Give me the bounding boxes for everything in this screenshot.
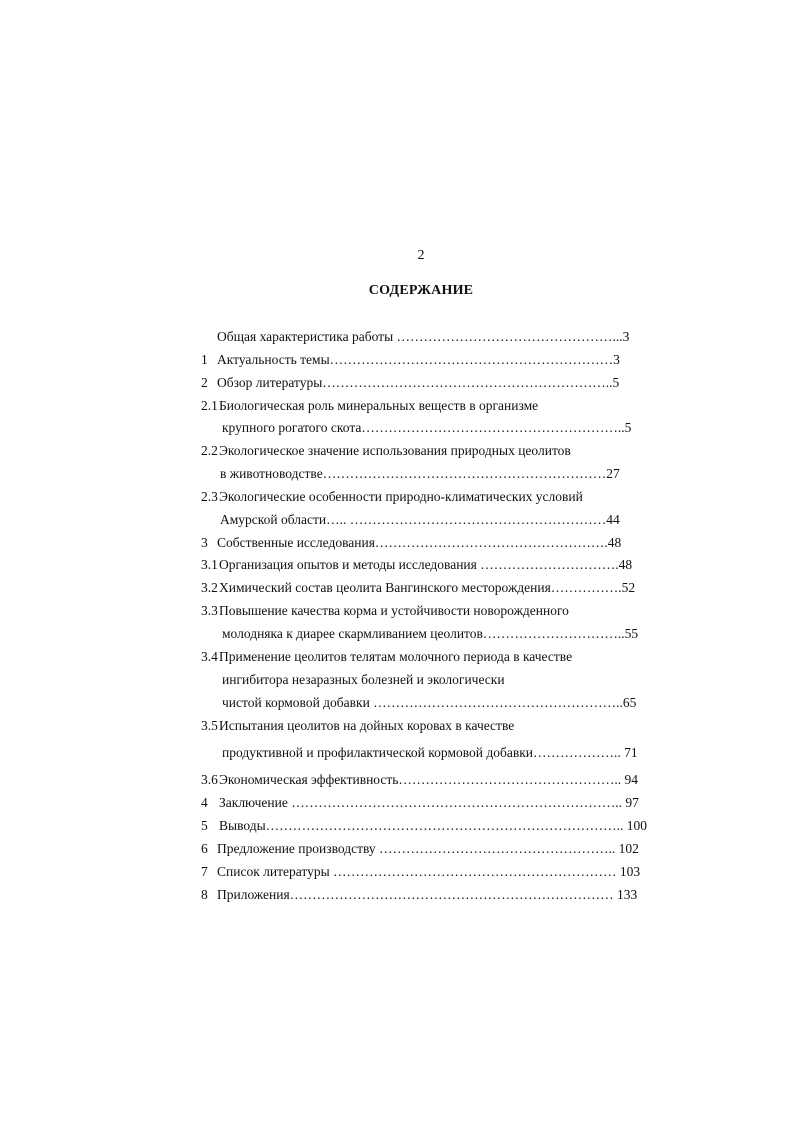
toc-entry-text: Экономическая эффективность………………………………………….. 94 — [219, 772, 639, 787]
toc-entry-text: Экологические особенности природно-климатических условий — [219, 489, 583, 504]
toc-entry-text: молодняка к диарее скармливанием цеолитов…………………………..55 — [222, 626, 639, 641]
toc-entry-number: 1 — [201, 352, 208, 367]
page-number: 2 — [417, 248, 425, 263]
toc-entry-text: Применение цеолитов телятам молочного периода в качестве — [219, 649, 573, 664]
toc-entry-text: Предложение производству …………………………………………….. 102 — [217, 841, 639, 856]
toc-entry-number: 8 — [201, 887, 208, 902]
toc-entry-number: 2.1 — [201, 398, 218, 413]
toc-entry-text: Приложения……………………………………………………………… 133 — [217, 887, 638, 902]
toc-entry-number: 2.2 — [201, 443, 218, 458]
toc-entry-text: Общая характеристика работы …………………………………………...3 — [217, 329, 630, 344]
toc-entry-number: 7 — [201, 864, 208, 879]
toc-entry-text: Организация опытов и методы исследования ………………………….48 — [219, 557, 633, 572]
toc-entry-number: 2 — [201, 375, 208, 390]
toc-entry-number: 4 — [201, 795, 208, 810]
toc-entry-number: 3.6 — [201, 772, 218, 787]
toc-entry-text: в животноводстве………………………………………………………27 — [220, 466, 620, 481]
toc-entry-text: Экологическое значение использования природных цеолитов — [219, 443, 571, 458]
toc-entry-text: Обзор литературы………………………………………………………..5 — [217, 375, 620, 390]
toc-entry-text: Собственные исследования…………………………………………….48 — [217, 535, 622, 550]
toc-entry-number: 3.2 — [201, 580, 218, 595]
page-title: СОДЕРЖАНИЕ — [368, 283, 474, 298]
toc-entry-number: 5 — [201, 818, 208, 833]
toc-entry-text: Биологическая роль минеральных веществ в организме — [219, 398, 539, 413]
toc-entry-text: Испытания цеолитов на дойных коровах в качестве — [219, 718, 515, 733]
toc-entry-text: Список литературы ……………………………………………………… 103 — [217, 864, 641, 879]
toc-entry-text: продуктивной и профилактической кормовой добавки……………….. 71 — [222, 745, 638, 760]
toc-entry-number: 3 — [201, 535, 208, 550]
toc-entry-text: крупного рогатого скота…………………………………………………..5 — [222, 420, 632, 435]
toc-entry-text: Химический состав цеолита Вангинского месторождения…………….52 — [219, 580, 636, 595]
toc-entry-number: 6 — [201, 841, 208, 856]
toc-entry-number: 3.3 — [201, 603, 218, 618]
toc-entry-number: 3.5 — [201, 718, 218, 733]
toc-entry-number: 3.1 — [201, 557, 218, 572]
toc-entry-number: 2.3 — [201, 489, 218, 504]
toc-entry-text: Выводы…………………………………………………………………….. 100 — [219, 818, 648, 833]
toc-entry-text: Актуальность темы………………………………………………………3 — [217, 352, 620, 367]
toc-entry-text: Амурской области….. …………………………………………………44 — [220, 512, 620, 527]
toc-entry-text: чистой кормовой добавки ………………………………………………..65 — [222, 695, 637, 710]
toc-entry-text: Заключение ……………………………………………………………….. 97 — [219, 795, 639, 810]
toc-entry-text: ингибитора незаразных болезней и экологически — [222, 672, 505, 687]
toc-entry-text: Повышение качества корма и устойчивости новорожденного — [219, 603, 569, 618]
toc-entry-number: 3.4 — [201, 649, 218, 664]
